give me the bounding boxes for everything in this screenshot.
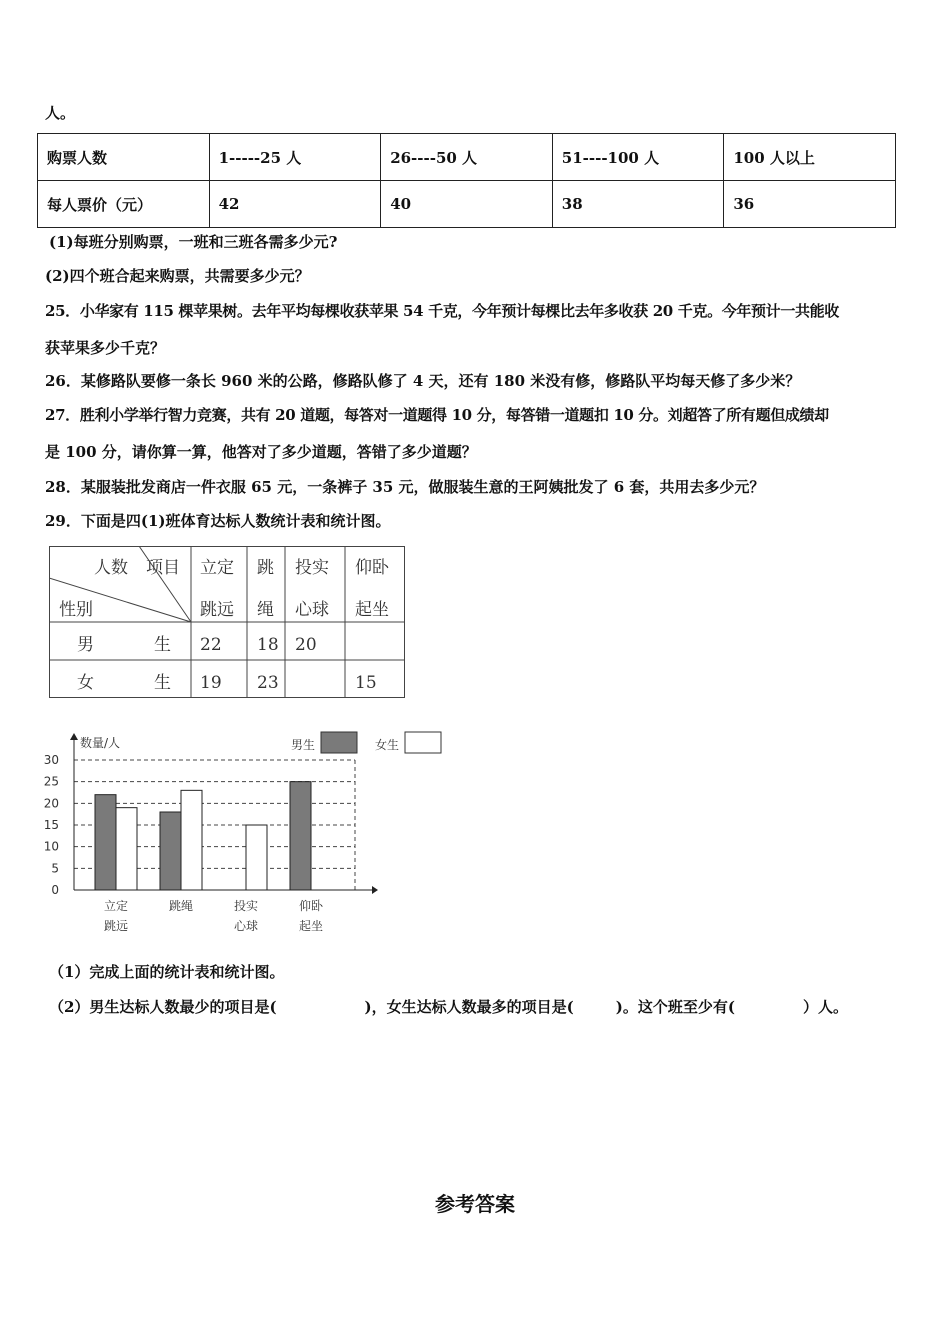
table-row	[38, 181, 896, 228]
item-label: 心球	[295, 600, 329, 620]
header-count-label: 人数	[94, 558, 128, 578]
answer-section-title: 参考答案	[435, 1192, 515, 1216]
table-cell: 1-----25 人	[209, 134, 381, 181]
header-gender-label: 性别	[59, 600, 93, 620]
question-27-line-1: 27．胜利小学举行智力竞赛，共有 20 道题，每答对一道题得 10 分，每答错一道题扣 10 分。刘超答了所有题但成绩却	[45, 406, 829, 424]
row-label-boys: 生	[154, 635, 171, 655]
question-29-part-2	[49, 997, 848, 1017]
row-label-girls: 女	[77, 673, 94, 693]
table-cell: 51----100 人	[552, 134, 724, 181]
legend-label-boys: 男生	[291, 738, 316, 752]
x-tick-label: 仰卧	[298, 899, 324, 913]
chart-bars	[95, 782, 311, 890]
table-cell: 购票人数	[38, 134, 210, 181]
item-label: 投实	[295, 558, 329, 578]
bar-girls	[181, 790, 202, 890]
bar-boys	[95, 795, 116, 890]
row-label-boys: 男	[77, 635, 94, 655]
table-cell: 36	[724, 181, 896, 228]
question-24-part-1: (1)每班分别购票，一班和三班各需多少元?	[49, 233, 338, 251]
row-label-girls: 生	[154, 673, 171, 693]
y-tick-label: 20	[43, 796, 59, 811]
table-cell: 100 人以上	[724, 134, 896, 181]
sports-stat-table	[49, 546, 409, 701]
table-cell-value: 15	[355, 673, 377, 693]
ticket-price-table	[37, 133, 896, 228]
continued-text-fragment: 人。	[45, 104, 76, 122]
table-cell: 26----50 人	[381, 134, 553, 181]
legend-label-girls: 女生	[375, 738, 400, 752]
fill-in-text: ）人。	[802, 998, 848, 1016]
question-25-line-1: 25．小华家有 115 棵苹果树。去年平均每棵收获苹果 54 千克，今年预计每棵比去年多收获 20 千克。今年预计一共能收	[45, 302, 839, 320]
y-axis-label: 数量/人	[80, 736, 121, 750]
x-tick-label: 立定	[103, 899, 129, 913]
chart-legend	[291, 732, 441, 753]
question-25-line-2: 获苹果多少千克？	[45, 339, 166, 357]
question-29-part-1: （1）完成上面的统计表和统计图。	[49, 963, 285, 981]
bar-boys	[160, 812, 181, 890]
sports-bar-chart	[40, 728, 450, 943]
question-26: 26．某修路队要修一条长 960 米的公路，修路队修了 4 天，还有 180 米没有修，修路队平均每天修了多少米？	[45, 372, 801, 390]
y-tick-label: 5	[51, 861, 59, 876]
fill-in-text: )，女生达标人数最多的项目是(	[364, 998, 574, 1016]
table-cell-value: 23	[257, 673, 279, 693]
item-label: 起坐	[355, 600, 389, 620]
question-27-line-2: 是 100 分，请你算一算，他答对了多少道题，答错了多少道题？	[45, 443, 477, 461]
y-tick-label: 30	[43, 753, 59, 767]
table-cell-value: 19	[200, 673, 222, 693]
x-tick-label: 心球	[233, 919, 259, 933]
table-cell: 40	[381, 181, 553, 228]
table-cell: 38	[552, 181, 724, 228]
fill-in-text: （2）男生达标人数最少的项目是(	[49, 998, 277, 1016]
header-item-label: 项目	[146, 558, 180, 578]
question-28: 28．某服装批发商店一件衣服 65 元，一条裤子 35 元，做服装生意的王阿姨批发了 6 套，共用去多少元？	[45, 478, 765, 496]
legend-swatch-girls	[405, 732, 441, 753]
item-label: 跳远	[200, 600, 234, 620]
legend-swatch-boys	[321, 732, 357, 753]
table-cell: 42	[209, 181, 381, 228]
y-tick-label: 15	[43, 818, 59, 832]
item-label: 立定	[200, 558, 234, 578]
y-tick-label: 10	[43, 839, 59, 854]
bar-boys	[290, 782, 311, 890]
item-label: 绳	[257, 600, 274, 620]
y-tick-labels	[44, 753, 59, 897]
fill-in-text: )。这个班至少有(	[615, 998, 735, 1016]
x-tick-label: 跳远	[103, 919, 129, 933]
bar-girls	[246, 825, 267, 890]
x-tick-label: 投实	[233, 899, 259, 913]
item-label: 仰卧	[355, 558, 389, 578]
x-tick-label: 跳绳	[168, 899, 194, 913]
item-label: 跳	[257, 558, 274, 578]
bar-girls	[116, 808, 137, 890]
question-29: 29．下面是四(1)班体育达标人数统计表和统计图。	[45, 512, 391, 530]
y-tick-label: 0	[51, 883, 59, 897]
table-cell-value: 22	[200, 635, 222, 655]
x-tick-label: 起坐	[298, 919, 324, 933]
table-cell: 每人票价（元）	[38, 181, 210, 228]
table-row	[38, 134, 896, 181]
table-cell-value: 20	[295, 635, 317, 655]
table-cell-value: 18	[257, 635, 279, 655]
y-tick-label: 25	[43, 774, 59, 789]
x-tick-labels	[104, 898, 324, 933]
question-24-part-2: (2)四个班合起来购票，共需要多少元？	[45, 267, 310, 285]
